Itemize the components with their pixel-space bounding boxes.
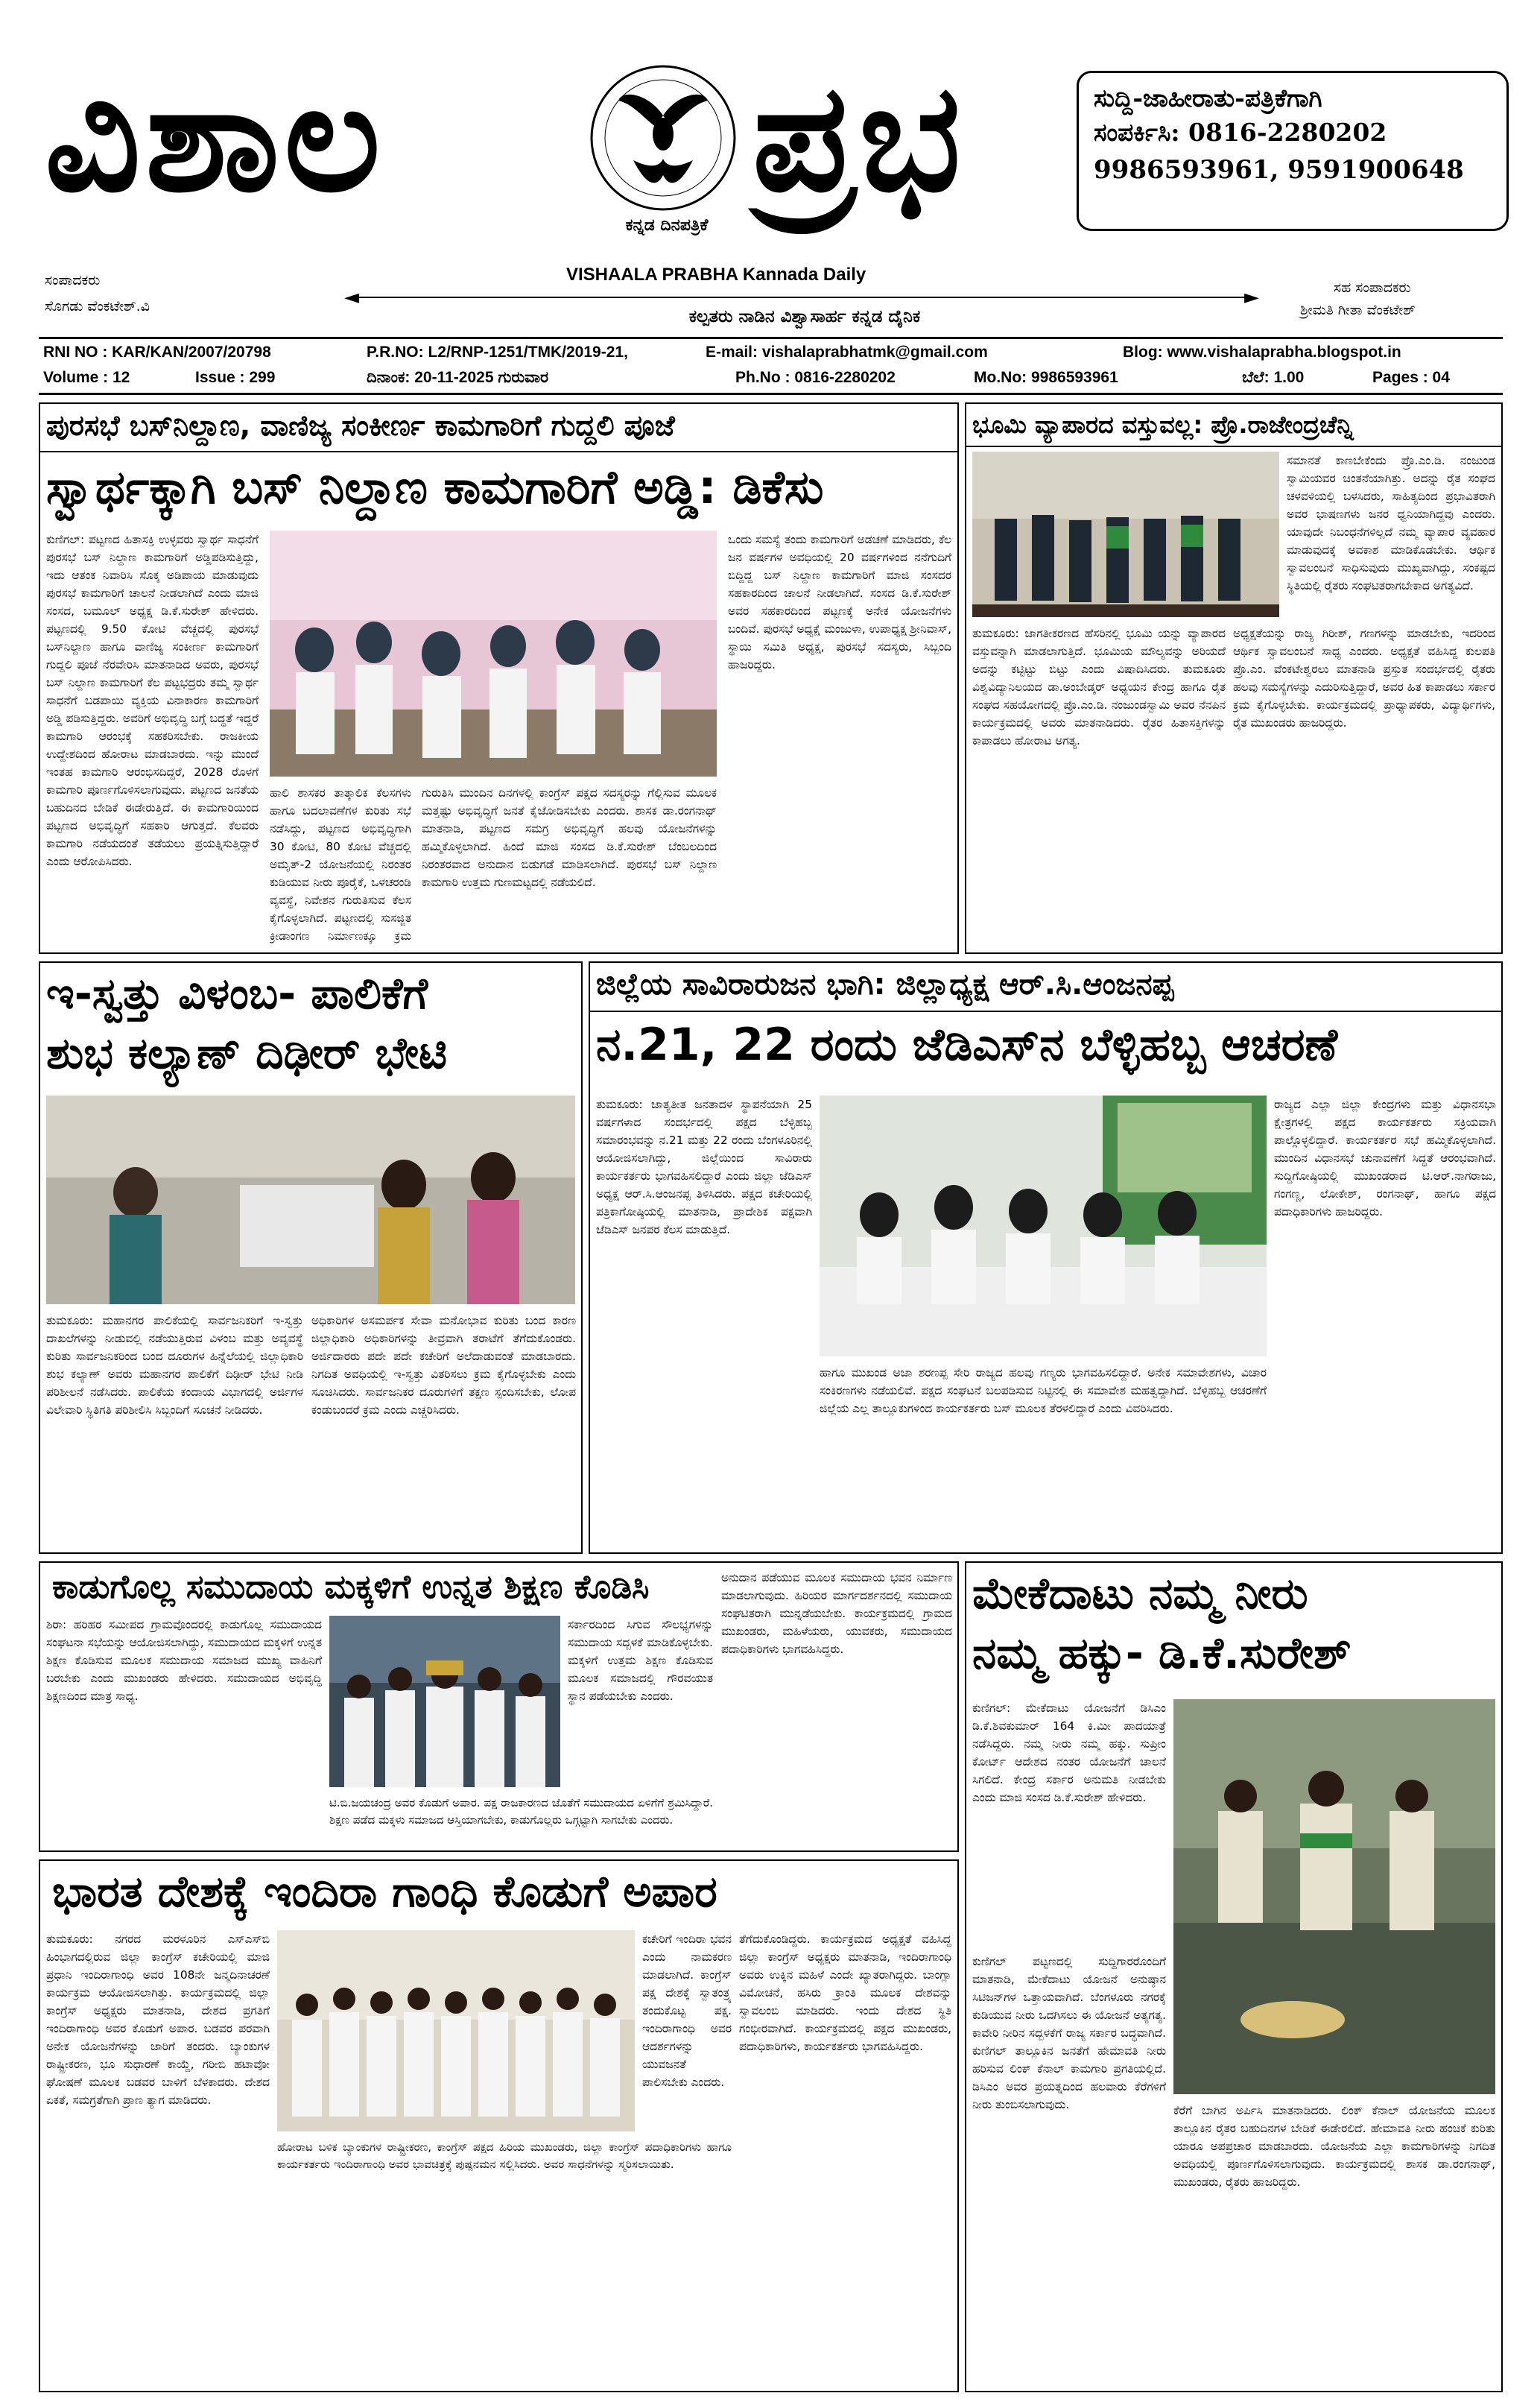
story-3-col-1: ತುಮಕೂರು: ಮಹಾನಗರ ಪಾಲಿಕೆಯಲ್ಲಿ ಸಾರ್ವಜನಿಕರಿಗೆ ಇ-ಸ್ವತ್ತು ದಾಖಲೆಗಳನ್ನು ನೀಡುವಲ್ಲಿ ನಡೆಯುತ್ತಿರುವ ವಿಳಂಬ ಮತ್ತು ಅವ್ಯವಸ್ಥೆ ಕುರಿತು ಸಾರ್ವಜನಿಕರಿಂದ ಬಂದ ದೂರುಗಳ ಹಿನ್ನೆಲೆಯಲ್ಲಿ ಜಿಲ್ಲಾಧಿಕಾರಿ ಶುಭ ಕಲ್ಯಾಣ್ ಅವರು ಮಹಾನಗರ ಪಾಲಿಕೆಗೆ ದಿಢೀರ್ ಭೇಟಿ ನೀಡಿ ಪರಿಶೀಲನೆ ನಡೆಸಿದರು. ಪಾಲಿಕೆಯ ಕಂದಾಯ ವಿಭಾಗದಲ್ಲಿ ಅರ್ಜಿಗಳ ವಿಲೇವಾರಿ ಸ್ಥಿತಿಗತಿ ಪರಿಶೀಲಿಸಿ ಸಿಬ್ಬಂದಿಗೆ ಸೂಚನೆ ನೀಡಿದರು. [46, 1314, 303, 1417]
arrow-left-icon: ◄ [344, 286, 359, 309]
story-6-col-right: ಕೆರೆಗೆ ಬಾಗಿನ ಅರ್ಪಿಸಿ ಮಾತನಾಡಿದರು. ಲಿಂಕ್ ಕೆನಾಲ್ ಯೋಜನೆಯ ಮೂಲಕ ತಾಲ್ಲೂಕಿನ ರೈತರ ಬಹುದಿನಗಳ ಬೇಡಿಕೆ ಈಡೇರಲಿದೆ. ಹೇಮಾವತಿ ನೀರು ಹಂಚಿಕೆ ಕುರಿತು ಯಾರೂ ಅಪಪ್ರಚಾರ ಮಾಡಬಾರದು. ಯೋಜನೆಯ ಎಲ್ಲಾ ಕಾಮಗಾರಿಗಳನ್ನು ನಿಗದಿತ ಅವಧಿಯಲ್ಲಿ ಪೂರ್ಣಗೊಳಿಸಲಾಗುವುದು. ಕಾರ್ಯಕ್ರಮದಲ್ಲಿ ಶಾಸಕ ಡಾ.ರಂಗನಾಥ್, ಮುಖಂಡರು, ರೈತರು ಹಾಜರಿದ್ದರು. [1173, 2104, 1495, 2189]
story-7-caption: ಹೋರಾಟ ಬಳಿಕ ಬ್ಯಾಂಕುಗಳ ರಾಷ್ಟ್ರೀಕರಣ, ಕಾಂಗ್ರೆಸ್ ಪಕ್ಷದ ಹಿರಿಯ ಮುಖಂಡರು, ಜಿಲ್ಲಾ ಕಾಂಗ್ರೆಸ್ ಪದಾಧಿಕಾರಿಗಳು ಹಾಗೂ ಕಾರ್ಯಕರ್ತರು ಇಂದಿರಾಗಾಂಧಿ ಅವರ ಭಾವಚಿತ್ರಕ್ಕೆ ಪುಷ್ಪನಮನ ಸಲ್ಲಿಸಿದರು. ಅವರ ಸಾಧನೆಗಳನ್ನು ಸ್ಮರಿಸಲಾಯಿತು. [277, 2140, 732, 2171]
arrow-right-icon: ► [1244, 286, 1259, 309]
story-1-col-3: ಗುರುತಿಸಿ ಮುಂದಿನ ದಿನಗಳಲ್ಲಿ ಕಾಂಗ್ರೆಸ್ ಪಕ್ಷದ ಸದಸ್ಯರನ್ನು ಗೆಲ್ಲಿಸುವ ಮೂಲಕ ಮತ್ತಷ್ಟು ಅಭಿವೃದ್ಧಿಗೆ ಜನತೆ ಕೈಜೋಡಿಸಬೇಕು ಎಂದರು. ಶಾಸಕ ಡಾ.ರಂಗನಾಥ್ ಮಾತನಾಡಿ, ಪಟ್ಟಣದ ಸಮಗ್ರ ಅಭಿವೃದ್ಧಿಗೆ ಹಲವು ಯೋಜನೆಗಳನ್ನು ಹಮ್ಮಿಕೊಳ್ಳಲಾಗಿದೆ. ಹಿಂದೆ ಮಾಜಿ ಸಂಸದ ಡಿ.ಕೆ.ಸುರೇಶ್ ಬೆಂಬಲದಿಂದ ನಿರಂತರವಾದ ಅನುದಾನ ಬಿಡುಗಡೆ ಮಾಡಿಸಲಾಗಿದೆ. ಪುರಸಭೆ ಬಸ್ ನಿಲ್ದಾಣ ಕಾಮಗಾರಿ ಉತ್ತಮ ಗುಣಮಟ್ಟದಲ್ಲಿ ನಡೆಯಲಿದೆ. [422, 786, 717, 889]
story-6-col-left: ಕುಣಿಗಲ್ ಪಟ್ಟಣದಲ್ಲಿ ಸುದ್ದಿಗಾರರೊಂದಿಗೆ ಮಾತನಾಡಿ, ಮೇಕೆದಾಟು ಯೋಜನೆ ಅನುಷ್ಠಾನ ಸಿಟಿಜನ್‌ಗಳ ಒತ್ತಾಯವಾಗಿದೆ. ಬೆಂಗಳೂರು ನಗರಕ್ಕೆ ಕುಡಿಯುವ ನೀರು ಒದಗಿಸಲು ಈ ಯೋಜನೆ ಅತ್ಯಗತ್ಯ. ಕಾವೇರಿ ನೀರಿನ ಸದ್ಬಳಕೆಗೆ ರಾಜ್ಯ ಸರ್ಕಾರ ಬದ್ಧವಾಗಿದೆ. ಕುಣಿಗಲ್ ತಾಲ್ಲೂಕಿನ ಜನತೆಗೆ ಹೇಮಾವತಿ ನೀರು ಹರಿಸುವ ಲಿಂಕ್ ಕೆನಾಲ್ ಕಾಮಗಾರಿ ಪ್ರಗತಿಯಲ್ಲಿದೆ. ಡಿಸಿಎಂ ಅವರ ಪ್ರಯತ್ನದಿಂದ ಹಲವಾರು ಕೆರೆಗಳಿಗೆ ನೀರು ತುಂಬಿಸಲಾಗುವುದು. [972, 1955, 1166, 2111]
story-7-headline: ಭಾರತ ದೇಶಕ್ಕೆ ಇಂದಿರಾ ಗಾಂಧಿ ಕೊಡುಗೆ ಅಪಾರ [52, 1866, 717, 1917]
coeditor-label: ಸಹ ಸಂಪಾದಕರು [1334, 279, 1411, 296]
story-6-headline-line-1: ಮೇಕೆದಾಟು ನಮ್ಮ ನೀರು [972, 1568, 1308, 1619]
story-7-photo [277, 1930, 635, 2131]
story-5-photo [329, 1616, 560, 1787]
pages: Pages : 04 [1372, 369, 1450, 386]
editor-label: ಸಂಪಾದಕರು [45, 272, 101, 288]
story-7-col-3: ತೆಗೆದುಕೊಂಡಿದ್ದರು. ಕಾರ್ಯಕ್ರಮದ ಅಧ್ಯಕ್ಷತೆ ವಹಿಸಿದ್ದ ಜಿಲ್ಲಾ ಕಾಂಗ್ರೆಸ್ ಅಧ್ಯಕ್ಷರು ಮಾತನಾಡಿ, ಇಂದಿರಾಗಾಂಧಿ ಅವರು ಉಕ್ಕಿನ ಮಹಿಳೆ ಎಂದೇ ಖ್ಯಾತರಾಗಿದ್ದರು. ಬಾಂಗ್ಲಾ ವಿಮೋಚನೆ, ಹಸಿರು ಕ್ರಾಂತಿ ಮೂಲಕ ದೇಶವನ್ನು ಸ್ವಾವಲಂಬಿ ಮಾಡಿದರು. ಇಂದು ದೇಶದ ಸ್ಥಿತಿ ಗಂಭೀರವಾಗಿದೆ. ಕಾರ್ಯಕ್ರಮದಲ್ಲಿ ಪಕ್ಷದ ಮುಖಂಡರು, ಪದಾಧಿಕಾರಿಗಳು, ಕಾರ್ಯಕರ್ತರು ಭಾಗವಹಿಸಿದ್ದರು. [739, 1932, 951, 2053]
story-1-headline: ಸ್ವಾರ್ಥಕ್ಕಾಗಿ ಬಸ್ ನಿಲ್ದಾಣ ಕಾಮಗಾರಿಗೆ ಅಡ್ಡಿ: ಡಿಕೆಸು [46, 460, 824, 514]
volume: Volume : 12 [43, 369, 130, 386]
ad-contact-box [1077, 71, 1509, 231]
story-5-col-1: ಶಿರಾ: ಹರಿಹರ ಸಮೀಪದ ಗ್ರಾಮವೊಂದರಲ್ಲಿ ಕಾಡುಗೊಲ್ಲ ಸಮುದಾಯದ ಸಂಘಟನಾ ಸಭೆಯನ್ನು ಆಯೋಜಿಸಲಾಗಿದ್ದು, ಸಮುದಾಯದ ಮಕ್ಕಳಿಗೆ ಉನ್ನತ ಶಿಕ್ಷಣ ಕೊಡಿಸುವ ಮೂಲಕ ಸಮುದಾಯ ಸಮಾಜದ ಮುಖ್ಯ ವಾಹಿನಿಗೆ ಬರಬೇಕು ಎಂದು ಮುಖಂಡರು ಹೇಳಿದರು. ಸಮುದಾಯದ ಅಭಿವೃದ್ಧಿ ಶಿಕ್ಷಣದಿಂದ ಮಾತ್ರ ಸಾಧ್ಯ. [46, 1618, 322, 1703]
story-6-col-narrow: ಕುಣಿಗಲ್: ಮೇಕೆದಾಟು ಯೋಜನೆಗೆ ಡಿಸಿಎಂ ಡಿ.ಕೆ.ಶಿವಕುಮಾರ್ 164 ಕಿ.ಮೀ ಪಾದಯಾತ್ರೆ ನಡೆಸಿದ್ದರು. ನಮ್ಮ ನೀರು ನಮ್ಮ ಹಕ್ಕು. ಸುಪ್ರೀಂ ಕೋರ್ಟ್ ಆದೇಶದ ನಂತರ ಯೋಜನೆಗೆ ಚಾಲನೆ ಸಿಗಲಿದೆ. ಕೇಂದ್ರ ಸರ್ಕಾರ ಅನುಮತಿ ನೀಡಬೇಕು ಎಂದು ಮಾಜಿ ಸಂಸದ ಡಿ.ಕೆ.ಸುರೇಶ್ ಹೇಳಿದರು. [972, 1701, 1166, 1804]
story-7-col-2: ಕಚೇರಿಗೆ ಇಂದಿರಾ ಭವನ ಎಂದು ನಾಮಕರಣ ಮಾಡಲಾಗಿದೆ. ಕಾಂಗ್ರೆಸ್ ಪಕ್ಷ ದೇಶಕ್ಕೆ ಸ್ವಾತಂತ್ರ್ಯ ತಂದುಕೊಟ್ಟ ಪಕ್ಷ. ಇಂದಿರಾಗಾಂಧಿ ಅವರ ಆದರ್ಶಗಳನ್ನು ಯುವಜನತೆ ಪಾಲಿಸಬೇಕು ಎಂದರು. [642, 1932, 732, 2089]
story-5-col-3: ಅನುದಾನ ಪಡೆಯುವ ಮೂಲಕ ಸಮುದಾಯ ಭವನ ನಿರ್ಮಾಣ ಮಾಡಲಾಗುವುದು. ಹಿರಿಯರ ಮಾರ್ಗದರ್ಶನದಲ್ಲಿ ಸಮುದಾಯ ಸಂಘಟಿತರಾಗಿ ಮುನ್ನಡೆಯಬೇಕು. ಕಾರ್ಯಕ್ರಮದಲ್ಲಿ ಗ್ರಾಮದ ಮುಖಂಡರು, ಮಹಿಳೆಯರು, ಯುವಕರು, ಸಮುದಾಯದ ಪದಾಧಿಕಾರಿಗಳು ಭಾಗವಹಿಸಿದ್ದರು. [721, 1571, 952, 1656]
divider [39, 451, 959, 452]
date: ದಿನಾಂಕ: 20-11-2025 ಗುರುವಾರ [367, 369, 549, 386]
story-4-photo [820, 1096, 1267, 1356]
story-2-col-right-top: ಸಮಾನತೆ ಕಾಣಬೇಕೆಂದು ಪ್ರೊ.ಎಂ.ಡಿ. ನಂಜುಂಡ ಸ್ವಾಮಿಯವರ ಚಿಂತನೆಯಾಗಿತ್ತು. ಅದನ್ನು ರೈತ ಸಂಘದ ಚಳವಳಿಯಲ್ಲಿ ಬಳಸಿದರು, ಸಾಹಿತ್ಯದಿಂದ ಪ್ರಭಾವಿತರಾಗಿ ಅವರ ಭಾಷಣಗಳು ಜನರ ಧ್ವನಿಯಾಗಿದ್ದವು ಎಂದರು. ಯಾವುದೇ ನಿಬಂಧನೆಗಳಿಲ್ಲದೆ ನಮ್ಮ ವ್ಯಾಪಾರ ವ್ಯವಹಾರ ಮಾಡುವುದಕ್ಕೆ ಅವಕಾಶ ಮಾಡಿಕೊಡಬೇಕು. ಆರ್ಥಿಕ ಸ್ವಾವಲಂಬನೆ ಸಾಧಿಸುವುದು ಮುಖ್ಯವಾಗಿದ್ದು, ಸಂಕಷ್ಟದ ಸ್ಥಿತಿಯಲ್ಲಿ ರೈತರು ಸಂಘಟಿತರಾಗಬೇಕಾದ ಅಗತ್ಯವಿದೆ. [1287, 454, 1495, 592]
story-1-col-1: ಕುಣಿಗಲ್: ಪಟ್ಟಣದ ಹಿತಾಸಕ್ತಿ ಉಳ್ಳವರು ಸ್ವಾರ್ಥ ಸಾಧನೆಗೆ ಪುರಸಭೆ ಬಸ್ ನಿಲ್ದಾಣ ಕಾಮಗಾರಿಗೆ ಅಡ್ಡಿಪಡಿಸುತ್ತಿದ್ದು, ಇದು ಆತಂಕ ನಿವಾರಿಸಿ ಸೊಕ್ಕ ಅಡಿಪಾಯ ಮಾಡುವುದು ಪುರಸಭೆ ಕಾಮಗಾರಿಗೆ ಚಾಲನೆ ನೀಡಲಾಗಿದೆ ಎಂದು ಮಾಜಿ ಸಂಸದ, ಬಮೂಲ್ ಅಧ್ಯಕ್ಷ ಡಿ.ಕೆ.ಸುರೇಶ್ ಹೇಳಿದರು. ಪಟ್ಟಣದಲ್ಲಿ 9.50 ಕೋಟಿ ವೆಚ್ಚದಲ್ಲಿ ಪುರಸಭೆ ಬಸ್‌ನಿಲ್ದಾಣ ಹಾಗೂ ವಾಣಿಜ್ಯ ಸಂಕೀರ್ಣ ಕಾಮಗಾರಿಗೆ ಗುದ್ದಲಿ ಪೂಜೆ ನೆರವೇರಿಸಿ ಮಾತನಾಡಿದ ಅವರು, ಪುರಸಭೆ ಬಸ್ ನಿಲ್ದಾಣ ಕಾಮಗಾರಿಗೆ ಕೆಲ ಪಟ್ಟಭದ್ರರು ತಮ್ಮ ಸ್ವಾರ್ಥ ಸಾಧನೆಗೆ ಬಡಪಾಯಿ ವ್ಯಕ್ತಿಯ ವಿನಾಕಾರಣ ಕಾಮಗಾರಿಗೆ ಅಡ್ಡಿ ಪಡಿಸುತ್ತಿದ್ದರು. ಅವರಿಗೆ ಅಭಿವೃದ್ಧಿ ಬಗ್ಗೆ ಬದ್ಧತೆ ಇದ್ದರೆ ಕಾಮಗಾರಿ ಆರಂಭಕ್ಕೆ ಸಹಕರಿಸಬೇಕು. ರಾಜಕೀಯ ಉದ್ದೇಶದಿಂದ ಹೋರಾಟ ಮಾಡಬಾರದು. ಇನ್ನು ಮುಂದೆ ಇಂತಹ ಕಾಮಗಾರಿ ಆರಂಭಿಸದಿದ್ದರೆ, 2028 ರೊಳಗೆ ಕಾಮಗಾರಿ ಪೂರ್ಣಗೊಳಿಸಲಾಗುವುದು. ಪಟ್ಟಣದ ಜನತೆಯ ಬಹುದಿನದ ಬೇಡಿಕೆ ಈಡೇರುತ್ತಿದೆ. ಈ ಕಾಮಗಾರಿಯಿಂದ ಪಟ್ಟಣದ ಅಭಿವೃದ್ಧಿಗೆ ಸಹಕಾರಿ ಆಗುತ್ತದೆ. ಕೆಲವರು ಕಾಮಗಾರಿ ನಡೆಯದಂತೆ ತಡೆಯಲು ಪ್ರಯತ್ನಿಸುತ್ತಿದ್ದಾರೆ ಎಂದು ಆರೋಪಿಸಿದರು. [46, 533, 259, 868]
story-3-photo [46, 1096, 575, 1304]
ad-line-3: 9986593961, 9591900648 [1094, 155, 1464, 185]
story-7-col-1: ತುಮಕೂರು: ನಗರದ ಮರಳೂರಿನ ಎಸ್‌ಎಸ್‌ಬಿ ಹಿಂಭಾಗದಲ್ಲಿರುವ ಜಿಲ್ಲಾ ಕಾಂಗ್ರೆಸ್ ಕಚೇರಿಯಲ್ಲಿ ಮಾಜಿ ಪ್ರಧಾನಿ ಇಂದಿರಾಗಾಂಧಿ ಅವರ 108ನೇ ಜನ್ಮದಿನಾಚರಣೆ ಕಾರ್ಯಕ್ರಮ ಆಯೋಜಿಸಲಾಗಿತ್ತು. ಕಾರ್ಯಕ್ರಮದಲ್ಲಿ ಜಿಲ್ಲಾ ಕಾಂಗ್ರೆಸ್ ಅಧ್ಯಕ್ಷರು ಮಾತನಾಡಿ, ದೇಶದ ಪ್ರಗತಿಗೆ ಇಂದಿರಾಗಾಂಧಿ ಅವರ ಕೊಡುಗೆ ಅಪಾರ. ಬಡವರ ಪರವಾಗಿ ಅನೇಕ ಯೋಜನೆಗಳನ್ನು ಜಾರಿಗೆ ತಂದರು. ಬ್ಯಾಂಕುಗಳ ರಾಷ್ಟ್ರೀಕರಣ, ಭೂ ಸುಧಾರಣೆ ಕಾಯ್ದೆ, ಗರೀಬಿ ಹಟಾವೋ ಘೋಷಣೆ ಮೂಲಕ ಬಡವರ ಬಾಳಿಗೆ ಬೆಳಕಾದರು. ದೇಶದ ಏಕತೆ, ಸಮಗ್ರತೆಗಾಗಿ ಪ್ರಾಣ ತ್ಯಾಗ ಮಾಡಿದರು. [46, 1932, 270, 2107]
story-5-caption: ಟಿ.ಬಿ.ಜಯಚಂದ್ರ ಅವರ ಕೊಡುಗೆ ಅಪಾರ. ಪಕ್ಷ ರಾಜಕಾರಣದ ಜೊತೆಗೆ ಸಮುದಾಯದ ಏಳಿಗೆಗೆ ಶ್ರಮಿಸಿದ್ದಾರೆ. ಶಿಕ್ಷಣ ಪಡೆದ ಮಕ್ಕಳು ಸಮಾಜದ ಆಸ್ತಿಯಾಗಬೇಕು, ಕಾಡುಗೊಲ್ಲರು ಒಗ್ಗಟ್ಟಾಗಿ ಸಾಗಬೇಕು ಎಂದರು. [329, 1796, 713, 1827]
story-2-col-mid: ಅಧ್ಯಕ್ಷತೆಯನ್ನು ರಾಜ್ಯ ಗಿರೀಶ್, ಗಣಗಳನ್ನು ಮಾಡಬೇಕು, ಇದರಿಂದ ಆರ್ಥಿಕ ಸ್ವಾವಲಂಬನೆ ಸಾಧ್ಯ ಎಂದರು. ಅಧ್ಯಕ್ಷತೆ ವಹಿಸಿದ್ದ ಕುಲಪತಿ ಪ್ರೊ.ಎಂ. ವೆಂಕಟೇಶ್ವರಲು ಮಾತನಾಡಿ ಪ್ರಸ್ತುತ ಸಂದರ್ಭದಲ್ಲಿ ರೈತರು ಹಲವು ಸಮಸ್ಯೆಗಳನ್ನು ಎದುರಿಸುತ್ತಿದ್ದಾರೆ, ಅವರ ಹಿತ ಕಾಪಾಡಲು ಸರ್ಕಾರ ಕ್ರಮ ಕೈಗೊಳ್ಳಬೇಕು. ಕಾರ್ಯಕ್ರಮದಲ್ಲಿ ಪ್ರಾಧ್ಯಾಪಕರು, ವಿದ್ಯಾರ್ಥಿಗಳು, ರೈತ ಮುಖಂಡರು ಹಾಜರಿದ್ದರು. [1233, 627, 1495, 730]
story-3-col-2: ಅಧಿಕಾರಿಗಳ ಅಸಮರ್ಪಕ ಸೇವಾ ಮನೋಭಾವ ಕುರಿತು ಬಂದ ಕಾರಣ ಜಿಲ್ಲಾಧಿಕಾರಿ ಅಧಿಕಾರಿಗಳನ್ನು ತೀವ್ರವಾಗಿ ತರಾಟೆಗೆ ತೆಗೆದುಕೊಂಡರು. ಅರ್ಜಿದಾರರು ಪದೇ ಪದೇ ಕಚೇರಿಗೆ ಅಲೆದಾಡುವಂತೆ ಮಾಡಬಾರದು. ನಿಗದಿತ ಅವಧಿಯಲ್ಲಿ ಇ-ಸ್ವತ್ತು ವಿತರಿಸಲು ಕ್ರಮ ಕೈಗೊಳ್ಳಬೇಕು ಎಂದು ಸೂಚಿಸಿದರು. ಸಾರ್ವಜನಿಕರ ದೂರುಗಳಿಗೆ ತಕ್ಷಣ ಸ್ಪಂದಿಸಬೇಕು, ಲೋಪ ಕಂಡುಬಂದರೆ ಕ್ರಮ ಎಂದು ಎಚ್ಚರಿಸಿದರು. [311, 1314, 576, 1417]
ad-line-2: ಸಂಪರ್ಕಿಸಿ: 0816-2280202 [1094, 118, 1387, 147]
dove-logo-icon [589, 63, 738, 212]
tagline-rule [358, 297, 1252, 298]
ad-line-1: ಸುದ್ದಿ-ಜಾಹೀರಾತು-ಪತ್ರಿಕೆಗಾಗಿ [1094, 83, 1322, 113]
story-3-headline-line-1: ಇ-ಸ್ವತ್ತು ವಿಳಂಬ- ಪಾಲಿಕೆಗೆ [46, 968, 428, 1019]
masthead-title-left: ವಿಶಾಲ [45, 50, 385, 225]
story-4-headline: ನ.21, 22 ರಂದು ಜೆಡಿಎಸ್‌ನ ಬೆಳ್ಳಿಹಬ್ಬ ಆಚರಣೆ [596, 1019, 1338, 1071]
coeditor-name: ಶ್ರೀಮತಿ ಗೀತಾ ವೆಂಕಟೇಶ್ [1300, 302, 1416, 318]
info-bar [39, 337, 1503, 395]
masthead-title-right: ಪ್ರಭ [752, 50, 966, 225]
logo-caption: ಕನ್ನಡ ದಿನಪತ್ರಿಕೆ [625, 216, 709, 235]
story-4-col-3: ರಾಜ್ಯದ ಎಲ್ಲಾ ಜಿಲ್ಲಾ ಕೇಂದ್ರಗಳು ಮತ್ತು ವಿಧಾನಸಭಾ ಕ್ಷೇತ್ರಗಳಲ್ಲಿ ಪಕ್ಷದ ಕಾರ್ಯಕರ್ತರು ಸಕ್ರಿಯವಾಗಿ ಪಾಲ್ಗೊಳ್ಳಲಿದ್ದಾರೆ. ಕಾರ್ಯಕರ್ತರ ಸಭೆ ಹಮ್ಮಿಕೊಳ್ಳಲಾಗಿದೆ. ಮುಂದಿನ ವಿಧಾನಸಭೆ ಚುನಾವಣೆಗೆ ಸಿದ್ಧತೆ ಆರಂಭವಾಗಿದೆ. ಸುದ್ದಿಗೋಷ್ಠಿಯಲ್ಲಿ ಮುಖಂಡರಾದ ಟಿ.ಆರ್.ನಾಗರಾಜು, ಗಂಗಣ್ಣ, ಲೋಕೇಶ್, ರಂಗನಾಥ್, ಹಾಗೂ ಪಕ್ಷದ ಪದಾಧಿಕಾರಿಗಳು ಹಾಜರಿದ್ದರು. [1274, 1098, 1496, 1219]
story-1-photo [270, 531, 717, 777]
story-5-col-2: ಸರ್ಕಾರದಿಂದ ಸಿಗುವ ಸೌಲಭ್ಯಗಳನ್ನು ಸಮುದಾಯ ಸದ್ಬಳಕೆ ಮಾಡಿಕೊಳ್ಳಬೇಕು. ಮಕ್ಕಳಿಗೆ ಉತ್ತಮ ಶಿಕ್ಷಣ ಕೊಡಿಸುವ ಮೂಲಕ ಸಮಾಜದಲ್ಲಿ ಗೌರವಯುತ ಸ್ಥಾನ ಪಡೆಯಬೇಕು ಎಂದರು. [568, 1618, 713, 1703]
phone: Ph.No : 0816-2280202 [735, 369, 896, 386]
story-4-kicker: ಜಿಲ್ಲೆಯ ಸಾವಿರಾರುಜನ ಭಾಗಿ: ಜಿಲ್ಲಾಧ್ಯಕ್ಷ ಆರ್.ಸಿ.ಆಂಜನಪ್ಪ [596, 967, 1174, 1002]
blog: Blog: www.vishalaprabha.blogspot.in [1123, 344, 1401, 361]
divider [589, 1011, 1503, 1012]
story-6-headline-line-2: ನಮ್ಮ ಹಕ್ಕು- ಡಿ.ಕೆ.ಸುರೇಶ್ [972, 1628, 1352, 1678]
mobile: Mo.No: 9986593961 [974, 369, 1118, 386]
rni-number: RNI NO : KAR/KAN/2007/20798 [43, 344, 271, 361]
english-name: VISHAALA PRABHA Kannada Daily [566, 265, 866, 285]
story-1-kicker: ಪುರಸಭೆ ಬಸ್‌ನಿಲ್ದಾಣ, ವಾಣಿಜ್ಯ ಸಂಕೀರ್ಣ ಕಾಮಗಾರಿಗೆ ಗುದ್ದಲಿ ಪೂಜೆ [46, 409, 675, 442]
story-6-photo [1173, 1699, 1495, 2094]
issue: Issue : 299 [195, 369, 276, 386]
story-2-col-left: ತುಮಕೂರು: ಜಾಗತೀಕರಣದ ಹೆಸರಿನಲ್ಲಿ ಭೂಮಿ ಯನ್ನು ವ್ಯಾಪಾರದ ವಸ್ತುವನ್ನಾಗಿ ಮಾಡಲಾಗುತ್ತಿದೆ. ಭೂಮಿಯ ಮೌಲ್ಯವನ್ನು ಅರಿಯದೆ ಅದನ್ನು ಕಟ್ಟಿಟ್ಟು ಬಿಟ್ಟು ಎಂದು ವಿಷಾದಿಸಿದರು. ತುಮಕೂರು ವಿಶ್ವವಿದ್ಯಾನಿಲಯದ ಡಾ.ಅಂಬೇಡ್ಕರ್ ಅಧ್ಯಯನ ಕೇಂದ್ರ ಹಾಗೂ ರೈತ ಸಂಘದ ಸಹಯೋಗದಲ್ಲಿ ಪ್ರೊ.ಎಂ.ಡಿ. ನಂಜುಂಡಸ್ವಾಮಿ ಅವರ ನೆನಪಿನ ಕಾರ್ಯಕ್ರಮದಲ್ಲಿ ಅವರು ಮಾತನಾಡಿದರು. ರೈತರ ಹಿತಾಸಕ್ತಿಗಳನ್ನು ಕಾಪಾಡಲು ಹೋರಾಟ ಅಗತ್ಯ. [972, 627, 1226, 747]
story-5-headline: ಕಾಡುಗೊಲ್ಲ ಸಮುದಾಯ ಮಕ್ಕಳಿಗೆ ಉನ್ನತ ಶಿಕ್ಷಣ ಕೊಡಿಸಿ [52, 1568, 650, 1606]
pr-number: P.R.NO: L2/RNP-1251/TMK/2019-21, [367, 344, 628, 361]
tagline: ಕಲ್ಪತರು ನಾಡಿನ ವಿಶ್ವಾಸಾರ್ಹ ಕನ್ನಡ ದೈನಿಕ [688, 307, 921, 326]
story-4-col-1: ತುಮಕೂರು: ಜಾತ್ಯತೀತ ಜನತಾದಳ ಸ್ಥಾಪನೆಯಾಗಿ 25 ವರ್ಷಗಳಾದ ಸಂದರ್ಭದಲ್ಲಿ ಪಕ್ಷದ ಬೆಳ್ಳಿಹಬ್ಬ ಸಮಾರಂಭವನ್ನು ನ.21 ಮತ್ತು 22 ರಂದು ಬೆಂಗಳೂರಿನಲ್ಲಿ ಆಯೋಜಿಸಲಾಗಿದ್ದು, ಜಿಲ್ಲೆಯಿಂದ ಸಾವಿರಾರು ಕಾರ್ಯಕರ್ತರು ಭಾಗವಹಿಸಲಿದ್ದಾರೆ ಎಂದು ಜಿಲ್ಲಾ ಜೆಡಿಎಸ್ ಅಧ್ಯಕ್ಷ ಆರ್.ಸಿ.ಆಂಜನಪ್ಪ ತಿಳಿಸಿದರು. ಪಕ್ಷದ ಕಚೇರಿಯಲ್ಲಿ ಪತ್ರಿಕಾಗೋಷ್ಠಿಯಲ್ಲಿ ಮಾತನಾಡಿ, ಪ್ರಾದೇಶಿಕ ಪಕ್ಷವಾಗಿ ಜೆಡಿಎಸ್ ಜನಪರ ಕೆಲಸ ಮಾಡುತ್ತಿದೆ. [596, 1098, 812, 1236]
story-2-kicker: ಭೂಮಿ ವ್ಯಾಪಾರದ ವಸ್ತುವಲ್ಲ: ಪ್ರೊ.ರಾಜೇಂದ್ರಚೆನ್ನಿ [972, 411, 1354, 439]
story-1-col-4: ಒಂದು ಸಮಸ್ಯೆ ತಂದು ಕಾಮಗಾರಿಗೆ ಅಡಚಣೆ ಮಾಡಿದರು, ಕೆಲ ಜನ ವರ್ಷಗಳ ಅವಧಿಯಲ್ಲಿ 20 ವರ್ಷಗಳಿಂದ ನನೆಗುದಿಗೆ ಬಿದ್ದಿದ್ದ ಬಸ್ ನಿಲ್ದಾಣ ಕಾಮಗಾರಿಗೆ ಮಾಜಿ ಸಂಸದರ ಸಹಕಾರದಿಂದ ಚಾಲನೆ ನೀಡಲಾಗಿದೆ. ಸಂಸದ ಡಿ.ಕೆ.ಸುರೇಶ್ ಅವರ ಸಹಕಾರದಿಂದ ಪಟ್ಟಣಕ್ಕೆ ಅನೇಕ ಯೋಜನೆಗಳು ಬಂದಿವೆ. ಪುರಸಭೆ ಅಧ್ಯಕ್ಷೆ ಮಂಜುಳಾ, ಉಪಾಧ್ಯಕ್ಷ ಶ್ರೀನಿವಾಸ್, ಸ್ಥಾಯಿ ಸಮಿತಿ ಅಧ್ಯಕ್ಷ, ಪುರಸಭೆ ಸದಸ್ಯರು, ಸಿಬ್ಬಂದಿ ಹಾಜರಿದ್ದರು. [728, 533, 951, 671]
story-4-col-2: ಹಾಗೂ ಮುಖಂಡ ಅಜಾ ಶರಣಪ್ಪ ಸೇರಿ ರಾಜ್ಯದ ಹಲವು ಗಣ್ಯರು ಭಾಗವಹಿಸಲಿದ್ದಾರೆ. ಅನೇಕ ಸಮಾವೇಶಗಳು, ವಿಚಾರ ಸಂಕಿರಣಗಳು ನಡೆಯಲಿವೆ. ಪಕ್ಷದ ಸಂಘಟನೆ ಬಲಪಡಿಸುವ ನಿಟ್ಟಿನಲ್ಲಿ ಈ ಸಮಾವೇಶ ಮಹತ್ವದ್ದಾಗಿದೆ. ಬೆಳ್ಳಿಹಬ್ಬ ಆಚರಣೆಗೆ ಜಿಲ್ಲೆಯ ಎಲ್ಲ ತಾಲ್ಲೂಕುಗಳಿಂದ ಕಾರ್ಯಕರ್ತರು ಬಸ್ ಮೂಲಕ ತೆರಳಲಿದ್ದಾರೆ ಎಂದು ವಿವರಿಸಿದರು. [820, 1366, 1267, 1415]
story-1-col-2: ಹಾಲಿ ಶಾಸಕರ ತಾತ್ಕಾಲಿಕ ಕೆಲಸಗಳು ಹಾಗೂ ಬದಲಾವಣೆಗಳ ಕುರಿತು ಸಭೆ ನಡೆಸಿದ್ದು, ಪಟ್ಟಣದ ಅಭಿವೃದ್ಧಿಗಾಗಿ 30 ಕೋಟಿ, 80 ಕೋಟಿ ವೆಚ್ಚದಲ್ಲಿ ಅಮೃತ್-2 ಯೋಜನೆಯಲ್ಲಿ ನಿರಂತರ ಕುಡಿಯುವ ನೀರು ಪೂರೈಕೆ, ಒಳಚರಂಡಿ ವ್ಯವಸ್ಥೆ, ನಿವೇಶನ ಗುರುತಿಸುವ ಕೆಲಸ ಕೈಗೊಳ್ಳಲಾಗಿದೆ. ಪಟ್ಟಣದಲ್ಲಿ ಸುಸಜ್ಜಿತ ಕ್ರೀಡಾಂಗಣ ನಿರ್ಮಾಣಕ್ಕೂ ಕ್ರಮ [270, 786, 411, 943]
story-2-photo [972, 452, 1279, 617]
editor-name: ಸೊಗಡು ವೆಂಕಟೇಶ್.ವಿ [45, 298, 150, 315]
story-3-headline-line-2: ಶುಭ ಕಲ್ಯಾಣ್ ದಿಢೀರ್ ಭೇಟಿ [46, 1028, 447, 1078]
divider [965, 446, 1503, 447]
email: E-mail: vishalaprabhatmk@gmail.com [706, 344, 988, 361]
price: ಬೆಲೆ: 1.00 [1242, 369, 1305, 386]
